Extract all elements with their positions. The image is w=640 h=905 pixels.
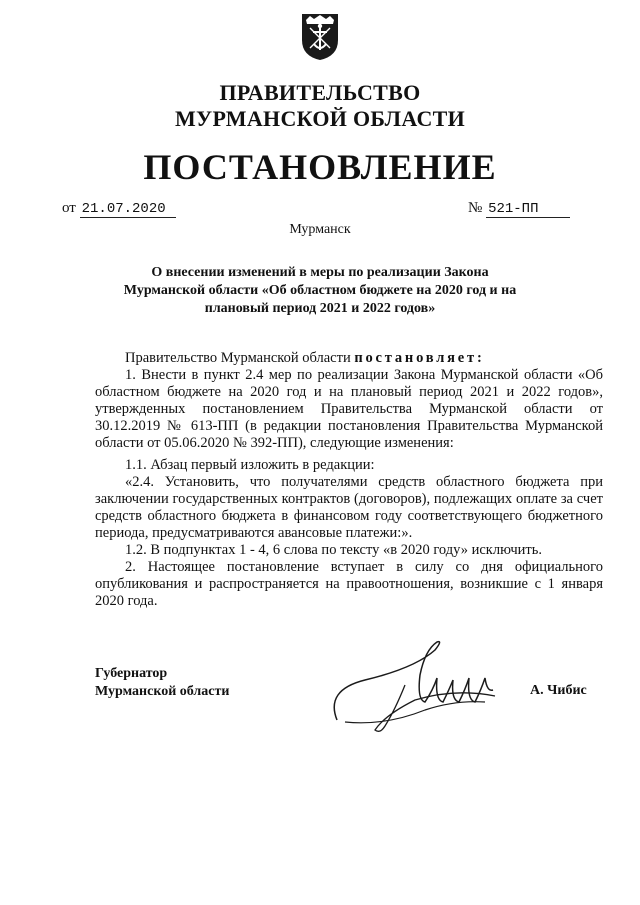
document-type-title: ПОСТАНОВЛЕНИЕ xyxy=(143,147,497,187)
document-subject: О внесении изменений в меры по реализации Закона Мурманской области «Об областном бюджете на 2020 год и на плановый период 2021 и 2022 годов» xyxy=(123,265,517,316)
date-value: 21.07.2020 xyxy=(80,201,176,218)
number-value: 521-ПП xyxy=(486,201,570,218)
handwritten-signature-icon xyxy=(325,630,525,740)
government-name-line2: МУРМАНСКОЙ ОБЛАСТИ xyxy=(174,106,466,131)
position-line2: Мурманской области xyxy=(95,684,230,699)
signatory-position xyxy=(95,665,229,701)
number-prefix: № xyxy=(468,200,483,216)
paragraph-1-2: 1.2. В подпунктах 1 - 4, 6 слова по тексту «в 2020 году» исключить. xyxy=(125,542,542,558)
intro-verb: постановляет: xyxy=(354,350,485,366)
intro-paragraph xyxy=(125,350,565,367)
signatory-name: А. Чибис xyxy=(530,683,587,698)
date-prefix: от xyxy=(62,200,76,216)
paragraph-1: 1. Внести в пункт 2.4 мер по реализации Закона Мурманской области «Об областном бюджете на 2020 год и на плановый период 2021 и 2022 годов», утвержденных постановлением Правительства Мурманской области от 30.12.2019 № 613-ПП (в редакции постановления Правительства Мурманской области от 05.06.2020 № 392-ПП), следующие изменения: xyxy=(95,367,603,451)
intro-text: Правительство Мурманской области xyxy=(125,350,351,366)
paragraph-1-1: 1.1. Абзац первый изложить в редакции: xyxy=(125,457,375,473)
document-date xyxy=(62,200,176,218)
paragraph-2: 2. Настоящее постановление вступает в силу со дня официального опубликования и распространяется на правоотношения, возникшие с 1 января 2020 года. xyxy=(95,559,603,609)
city-name: Мурманск xyxy=(289,222,351,237)
coat-of-arms-icon xyxy=(300,10,340,62)
quoted-paragraph: «2.4. Установить, что получателями средств областного бюджета при заключении государственных контрактов (договоров), подлежащих оплате за счет средств областного бюджета в финансовом году соответствующего бюджетного периода, предусматриваются авансовые платежи:». xyxy=(95,474,603,541)
document-number xyxy=(468,200,570,218)
position-line1: Губернатор xyxy=(95,666,168,681)
government-name-line1: ПРАВИТЕЛЬСТВО xyxy=(219,80,421,105)
